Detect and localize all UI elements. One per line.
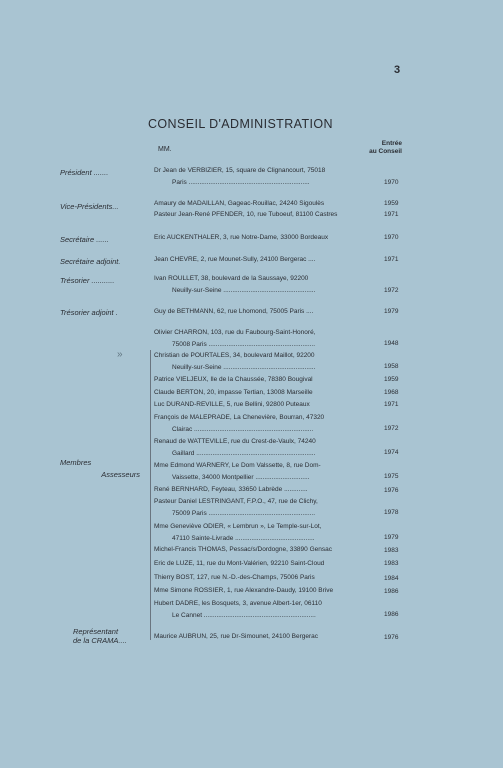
entry-year: 1975 <box>384 473 399 480</box>
role-secretaire: Secrétaire ...... <box>60 235 109 244</box>
entry-year: 1958 <box>384 363 399 370</box>
decorative-mark: » <box>117 349 123 360</box>
entry-line: Neuilly-sur-Seine ................................................... <box>172 363 316 371</box>
header-au-conseil: au Conseil <box>369 148 402 155</box>
entry-line: Amaury de MADAILLAN, Gageac-Rouillac, 24240 Sigoulès <box>154 200 325 207</box>
header-mm: MM. <box>158 146 172 153</box>
header-entree: Entrée <box>381 140 402 147</box>
entry-line: Guy de BETHMANN, 62, rue Lhomond, 75005 Paris .... <box>154 308 314 315</box>
entry-line: René BERNHARD, Feyteau, 33650 Labrède ............. <box>154 486 308 493</box>
entry-line: Dr Jean de VERBIZIER, 15, square de Clignancourt, 75018 <box>154 167 326 174</box>
entry-line: Gaillard .................................................................. <box>172 449 316 457</box>
entry-year: 1968 <box>384 389 399 396</box>
header-entree-au-conseil <box>369 140 402 156</box>
entry-year: 1986 <box>384 611 399 618</box>
entry-year: 1971 <box>384 211 399 218</box>
entry-member <box>154 572 376 584</box>
entry-tresorier-adjoint <box>154 306 376 318</box>
entry-year: 1983 <box>384 560 399 567</box>
entry-year: 1983 <box>384 547 399 554</box>
entry-line: Le Cannet .............................................................. <box>172 611 316 619</box>
entry-line: Pasteur Jean-René PFENDER, 10, rue Tuboeuf, 81100 Castres <box>154 211 338 218</box>
entry-tresorier <box>154 273 376 296</box>
entry-line: Renaud de WATTEVILLE, rue du Crest-de-Vaulx, 74240 <box>154 438 316 445</box>
page-title: CONSEIL D'ADMINISTRATION <box>148 117 333 131</box>
entry-line: Maurice AUBRUN, 25, rue Dr-Simounet, 24100 Bergerac <box>154 633 319 640</box>
role-president: Président ....... <box>60 168 109 177</box>
entry-line: Christian de POURTALES, 34, boulevard Maillot, 92200 <box>154 352 315 359</box>
entry-line: Vaissette, 34000 Montpellier .............................. <box>172 473 310 481</box>
entry-line: Neuilly-sur-Seine ................................................... <box>172 286 316 294</box>
entry-member <box>154 399 376 411</box>
entry-line: Mme Edmond WARNERY, Le Dom Valssette, 8, rue Dom- <box>154 462 321 469</box>
entry-member <box>154 484 376 496</box>
entry-member <box>154 327 376 350</box>
entry-member <box>154 558 376 570</box>
role-de-la-crama: de la CRAMA.... <box>73 636 127 645</box>
entry-year: 1959 <box>384 200 399 207</box>
entry-year: 1971 <box>384 401 399 408</box>
entry-line: Thierry BOST, 127, rue N.-D.-des-Champs, 75006 Paris <box>154 574 315 581</box>
entry-line: 75008 Paris ........................................................... <box>172 340 316 348</box>
entry-line: 47110 Sainte-Livrade ............................................ <box>172 534 315 542</box>
entry-member <box>154 374 376 386</box>
entry-year: 1979 <box>384 534 399 541</box>
entry-line: Claude BERTON, 20, impasse Tertian, 13008 Marseille <box>154 389 313 396</box>
entry-line: 75009 Paris ........................................................... <box>172 509 316 517</box>
entry-year: 1978 <box>384 509 399 516</box>
role-representant: Représentant <box>73 627 119 636</box>
entry-year: 1976 <box>384 634 399 641</box>
entry-year: 1976 <box>384 487 399 494</box>
role-vice-presidents: Vice-Présidents... <box>60 202 119 211</box>
entry-member <box>154 387 376 399</box>
entry-year: 1979 <box>384 308 399 315</box>
entry-year: 1972 <box>384 425 399 432</box>
entry-member <box>154 460 376 483</box>
entry-line: Michel-Francis THOMAS, Pessac/s/Dordogne, 33890 Gensac <box>154 546 332 553</box>
entry-year: 1974 <box>384 449 399 456</box>
entry-member <box>154 521 376 544</box>
entry-year: 1972 <box>384 287 399 294</box>
entry-line: Patrice VIELJEUX, Ile de la Chaussée, 78380 Bougival <box>154 376 313 383</box>
entry-line: Mme Geneviève ODIER, « Lembrun », Le Temple-sur-Lot, <box>154 523 322 530</box>
entry-line: Pasteur Daniel LESTRINGANT, F.P.O., 47, rue de Clichy, <box>154 498 318 505</box>
entry-president <box>154 165 376 188</box>
entry-representant <box>154 631 376 643</box>
entry-member <box>154 585 376 597</box>
entry-vice-president <box>154 209 376 221</box>
entry-member <box>154 412 376 435</box>
entry-line: Eric AUCKENTHALER, 3, rue Notre-Dame, 33000 Bordeaux <box>154 234 329 241</box>
role-tresorier: Trésorier ........... <box>60 276 115 285</box>
entry-line: Mme Simone ROSSIER, 1, rue Alexandre-Daudy, 19100 Brive <box>154 587 334 594</box>
entry-line: Paris ................................................................... <box>172 178 310 186</box>
page-number: 3 <box>394 64 401 76</box>
entry-line: Ivan ROULLET, 38, boulevard de la Saussaye, 92200 <box>154 275 309 282</box>
entry-line: Jean CHEVRE, 2, rue Mounet-Sully, 24100 Bergerac .... <box>154 256 316 263</box>
entry-year: 1986 <box>384 588 399 595</box>
entry-year: 1970 <box>384 234 399 241</box>
entry-vice-president <box>154 198 376 210</box>
entry-line: Clairac .................................................................. <box>172 425 314 433</box>
entry-member <box>154 598 376 621</box>
role-secretaire-adjoint: Secrétaire adjoint. <box>60 257 121 266</box>
role-tresorier-adjoint: Trésorier adjoint . <box>60 308 118 317</box>
entry-secretaire <box>154 232 376 244</box>
entry-year: 1959 <box>384 376 399 383</box>
entry-secretaire-adjoint <box>154 254 376 266</box>
entry-year: 1971 <box>384 256 399 263</box>
entry-member <box>154 436 376 459</box>
entry-line: Eric de LUZE, 11, rue du Mont-Valérien, 92210 Saint-Cloud <box>154 560 325 567</box>
entry-member <box>154 350 376 373</box>
entry-year: 1984 <box>384 575 399 582</box>
role-assesseurs: Assesseurs <box>101 470 140 479</box>
entry-line: Hubert DADRE, les Bosquets, 3, avenue Albert-1er, 06110 <box>154 600 322 607</box>
entry-year: 1970 <box>384 179 399 186</box>
entry-line: Olivier CHARRON, 103, rue du Faubourg-Saint-Honoré, <box>154 329 316 336</box>
entry-line: Luc DURAND-REVILLE, 5, rue Bellini, 92800 Puteaux <box>154 401 310 408</box>
entry-member <box>154 496 376 519</box>
entry-year: 1948 <box>384 340 399 347</box>
entry-line: François de MALEPRADE, La Chenevière, Bourran, 47320 <box>154 414 325 421</box>
entry-member <box>154 544 376 556</box>
role-membres: Membres <box>60 458 92 467</box>
